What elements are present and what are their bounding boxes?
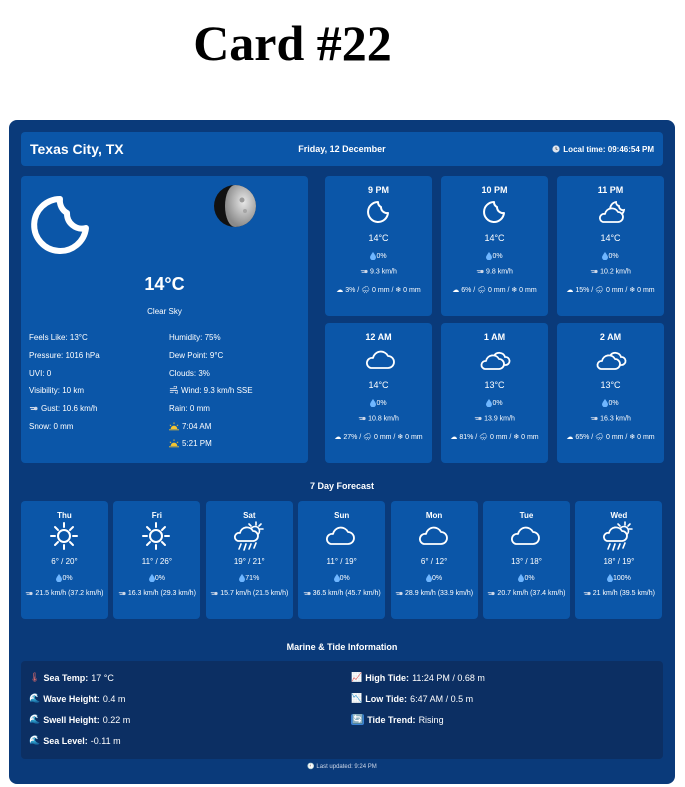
hourly-card	[557, 323, 664, 463]
weather-card	[9, 120, 675, 784]
current-temperature: 14°C	[144, 274, 185, 294]
current-details	[29, 329, 301, 453]
hour-temp: 13°C	[484, 380, 505, 390]
hour-precip	[557, 252, 664, 260]
day-precip	[206, 574, 293, 582]
cloud-icon	[509, 521, 541, 554]
hour-extra	[447, 430, 542, 445]
hour-extra-text: 15% / 🌧 0 mm / ❄ 0 mm	[575, 287, 655, 294]
swell-label: Swell Height:	[43, 714, 100, 725]
sea-temp-label: Sea Temp:	[43, 672, 89, 683]
hour-precip-text: 0%	[376, 252, 387, 260]
day-precip	[483, 574, 570, 582]
day-temp: 11° / 26°	[141, 557, 173, 566]
hourly-card	[441, 176, 548, 316]
daily-card	[483, 501, 570, 619]
sunset-text: 5:21 PM	[182, 439, 212, 449]
hour-wind-text: 10.8 km/h	[368, 415, 399, 423]
wind-icon	[360, 268, 368, 275]
hour-time: 11 PM	[597, 185, 624, 195]
hour-wind-text: 9.8 km/h	[486, 268, 513, 276]
wind-icon	[487, 590, 495, 597]
sunrise	[169, 417, 301, 435]
swell-height	[29, 714, 130, 725]
day-temp: 6° / 20°	[51, 557, 78, 566]
snow: Snow: 0 mm	[29, 421, 74, 431]
low-tide	[351, 693, 473, 704]
wind-icon	[583, 590, 591, 597]
high-tide-label: High Tide:	[365, 672, 410, 683]
day-wind	[25, 587, 104, 601]
day-precip-text: 100%	[612, 574, 631, 582]
day-precip	[298, 574, 385, 582]
hour-extra	[331, 283, 426, 298]
hour-temp: 14°C	[368, 380, 389, 390]
sunset	[169, 435, 301, 453]
day-wind-text: 36.5 km/h (45.7 km/h)	[312, 590, 381, 597]
cloud-icon: ☁	[450, 434, 458, 441]
sea-temp	[29, 672, 114, 683]
hour-extra	[447, 283, 542, 298]
hour-extra-text: 3% / 🌧 0 mm / ❄ 0 mm	[345, 287, 421, 294]
dew-point: Dew Point: 9°C	[169, 351, 224, 361]
humidity: Humidity: 75%	[169, 333, 221, 343]
day-precip-text: 0%	[432, 574, 443, 582]
hour-precip-text: 0%	[608, 252, 619, 260]
hour-time: 10 PM	[481, 185, 508, 195]
hour-wind	[557, 415, 664, 422]
gust-icon	[29, 404, 38, 413]
city-name: Texas City, TX	[30, 141, 124, 157]
daily-card	[575, 501, 662, 619]
cloud-icon	[417, 521, 449, 554]
hour-wind	[441, 415, 548, 422]
day-wind-text: 15.7 km/h (21.5 km/h)	[220, 590, 289, 597]
cloud-icon: ☁	[336, 287, 344, 294]
low-tide-label: Low Tide:	[365, 693, 408, 704]
wind-icon	[303, 590, 311, 597]
sea-level-label: Sea Level:	[43, 735, 88, 746]
wind-icon	[474, 415, 482, 422]
hour-precip-text: 0%	[492, 399, 503, 407]
clouds-icon	[480, 345, 512, 378]
day-temp: 11° / 19°	[326, 557, 357, 566]
day-temp: 19° / 21°	[233, 557, 265, 566]
wind-icon	[476, 268, 484, 275]
day-wind-text: 28.9 km/h (33.9 km/h)	[405, 590, 474, 597]
hour-wind-text: 13.9 km/h	[484, 415, 515, 423]
hour-wind	[557, 268, 664, 275]
last-updated	[9, 763, 675, 770]
hour-temp: 13°C	[600, 380, 621, 390]
day-wind	[210, 587, 289, 601]
gust	[29, 400, 169, 418]
sun-rain-icon	[601, 521, 635, 558]
clock-icon	[552, 145, 560, 153]
marine-title: Marine & Tide Information	[286, 642, 398, 652]
marine-panel	[21, 661, 663, 759]
day-precip-text: 0%	[524, 574, 535, 582]
day-precip	[21, 574, 108, 582]
tide-trend	[351, 714, 444, 725]
wind-icon	[395, 590, 403, 597]
cloud-moon-icon	[596, 198, 628, 231]
hour-temp: 14°C	[368, 233, 389, 243]
high-tide	[351, 672, 485, 683]
wave-height	[29, 693, 125, 704]
daily-card	[206, 501, 293, 619]
cloud-icon	[324, 521, 356, 554]
hour-extra-text: 65% / 🌧 0 mm / ❄ 0 mm	[575, 434, 655, 441]
wind	[169, 382, 301, 400]
day-temp: 18° / 19°	[603, 557, 635, 566]
day-wind	[395, 587, 474, 601]
hour-precip	[325, 399, 432, 407]
day-name: Sat	[243, 511, 256, 520]
hour-extra-text: 6% / 🌧 0 mm / ❄ 0 mm	[461, 287, 537, 294]
day-wind	[579, 587, 658, 601]
current-condition: Clear Sky	[147, 307, 182, 316]
hourly-card	[325, 176, 432, 316]
day-precip-text: 71%	[245, 574, 260, 582]
chart-up-icon: 📈	[351, 672, 363, 682]
hour-wind-text: 16.3 km/h	[600, 415, 631, 423]
hour-wind	[325, 415, 432, 422]
local-time	[552, 145, 654, 154]
forecast-title: 7 Day Forecast	[309, 481, 375, 491]
wind-icon	[25, 590, 33, 597]
local-time-text: Local time: 09:46:54 PM	[563, 144, 654, 154]
cloud-icon: ☁	[566, 434, 574, 441]
daily-card	[113, 501, 200, 619]
moon-icon	[480, 198, 508, 231]
sunrise-icon	[169, 422, 179, 431]
day-wind-text: 16.3 km/h (29.3 km/h)	[127, 590, 196, 597]
feels-like: Feels Like: 13°C	[29, 333, 88, 343]
swell-value: 0.22 m	[102, 714, 131, 725]
sun-icon	[47, 521, 81, 556]
hour-wind-text: 9.3 km/h	[370, 268, 397, 276]
clouds-icon	[596, 345, 628, 378]
cloud-icon: ☁	[566, 287, 574, 294]
hour-time: 1 AM	[483, 332, 506, 342]
day-temp: 13° / 18°	[511, 557, 542, 566]
hour-precip-text: 0%	[492, 252, 503, 260]
hour-precip	[441, 252, 548, 260]
day-wind	[302, 587, 381, 601]
visibility: Visibility: 10 km	[29, 386, 84, 396]
card-header	[21, 132, 663, 166]
day-precip	[575, 574, 662, 582]
hour-extra	[331, 430, 426, 445]
wave-value: 0.4 m	[102, 693, 126, 704]
sea-level	[29, 735, 121, 746]
moon-icon	[364, 198, 392, 231]
day-precip-text: 0%	[62, 574, 73, 582]
day-name: Tue	[519, 511, 534, 520]
hour-precip-text: 0%	[376, 399, 387, 407]
day-wind-text: 20.7 km/h (37.4 km/h)	[497, 590, 566, 597]
cloud-icon	[364, 345, 396, 378]
hourly-card	[441, 323, 548, 463]
chart-down-icon: 📉	[351, 693, 363, 703]
wave-icon: 🌊	[29, 714, 41, 724]
day-wind	[117, 587, 196, 601]
clouds: Clouds: 3%	[169, 368, 210, 378]
hour-extra-text: 27% / 🌧 0 mm / ❄ 0 mm	[343, 434, 423, 441]
day-name: Thu	[57, 511, 72, 520]
hour-temp: 14°C	[600, 233, 621, 243]
sea-level-value: -0.11 m	[90, 735, 121, 746]
hour-time: 2 AM	[599, 332, 622, 342]
day-wind-text: 21.5 km/h (37.2 km/h)	[35, 590, 104, 597]
moon-phase-icon	[212, 183, 258, 229]
hour-time: 12 AM	[365, 332, 392, 342]
clock-icon: 🕘	[307, 764, 315, 770]
hourly-card	[325, 323, 432, 463]
moon-icon	[27, 192, 93, 258]
day-precip-text: 0%	[154, 574, 165, 582]
day-precip	[391, 574, 478, 582]
refresh-icon: 🔄	[352, 714, 364, 724]
sunset-icon	[169, 439, 179, 448]
cloud-icon: ☁	[334, 434, 342, 441]
wave-icon: 🌊	[29, 735, 41, 745]
daily-card	[298, 501, 385, 619]
sun-icon	[139, 521, 173, 556]
gust-text: Gust: 10.6 km/h	[41, 404, 98, 414]
hour-temp: 14°C	[484, 233, 505, 243]
wind-icon	[118, 590, 126, 597]
daily-card	[391, 501, 478, 619]
tide-trend-value: Rising	[418, 714, 444, 725]
cloud-icon: ☁	[452, 287, 460, 294]
wind-icon	[590, 268, 598, 275]
page-title: Card #22	[193, 15, 392, 71]
current-weather-panel	[21, 176, 308, 463]
thermometer-icon: 🌡	[29, 672, 41, 682]
sun-rain-icon	[232, 521, 266, 558]
day-name: Fri	[151, 511, 162, 520]
day-precip-text: 0%	[339, 574, 350, 582]
high-tide-value: 11:24 PM / 0.68 m	[412, 672, 485, 683]
current-date: Friday, 12 December	[298, 144, 386, 154]
sea-temp-value: 17 °C	[91, 672, 114, 683]
hour-extra	[563, 430, 658, 445]
hour-time: 9 PM	[367, 185, 389, 195]
hour-precip	[557, 399, 664, 407]
tide-trend-label: Tide Trend:	[367, 714, 416, 725]
wind-icon	[169, 386, 178, 395]
day-wind	[487, 587, 566, 601]
day-wind-text: 21 km/h (39.5 km/h)	[592, 590, 655, 597]
hour-precip-text: 0%	[608, 399, 619, 407]
wind-icon	[590, 415, 598, 422]
hour-extra-text: 81% / 🌧 0 mm / ❄ 0 mm	[459, 434, 539, 441]
last-updated-text: Last updated: 9:24 PM	[316, 764, 377, 770]
day-name: Sun	[334, 511, 350, 520]
day-precip	[113, 574, 200, 582]
pressure: Pressure: 1016 hPa	[29, 351, 100, 361]
rain: Rain: 0 mm	[169, 404, 210, 414]
day-name: Mon	[425, 511, 443, 520]
wind-text: Wind: 9.3 km/h SSE	[181, 386, 253, 396]
hour-precip	[441, 399, 548, 407]
wind-icon	[358, 415, 366, 422]
hourly-card	[557, 176, 664, 316]
daily-card	[21, 501, 108, 619]
hour-wind-text: 10.2 km/h	[600, 268, 631, 276]
hour-extra	[563, 283, 658, 298]
wave-label: Wave Height:	[43, 693, 100, 704]
uvi: UVI: 0	[29, 368, 52, 378]
wind-icon	[210, 590, 218, 597]
day-temp: 6° / 12°	[420, 557, 448, 566]
wave-icon: 🌊	[29, 693, 41, 703]
sunrise-text: 7:04 AM	[182, 421, 212, 431]
day-name: Wed	[610, 511, 628, 520]
hour-wind	[441, 268, 548, 275]
hour-wind	[325, 268, 432, 275]
hour-precip	[325, 252, 432, 260]
low-tide-value: 6:47 AM / 0.5 m	[410, 693, 474, 704]
